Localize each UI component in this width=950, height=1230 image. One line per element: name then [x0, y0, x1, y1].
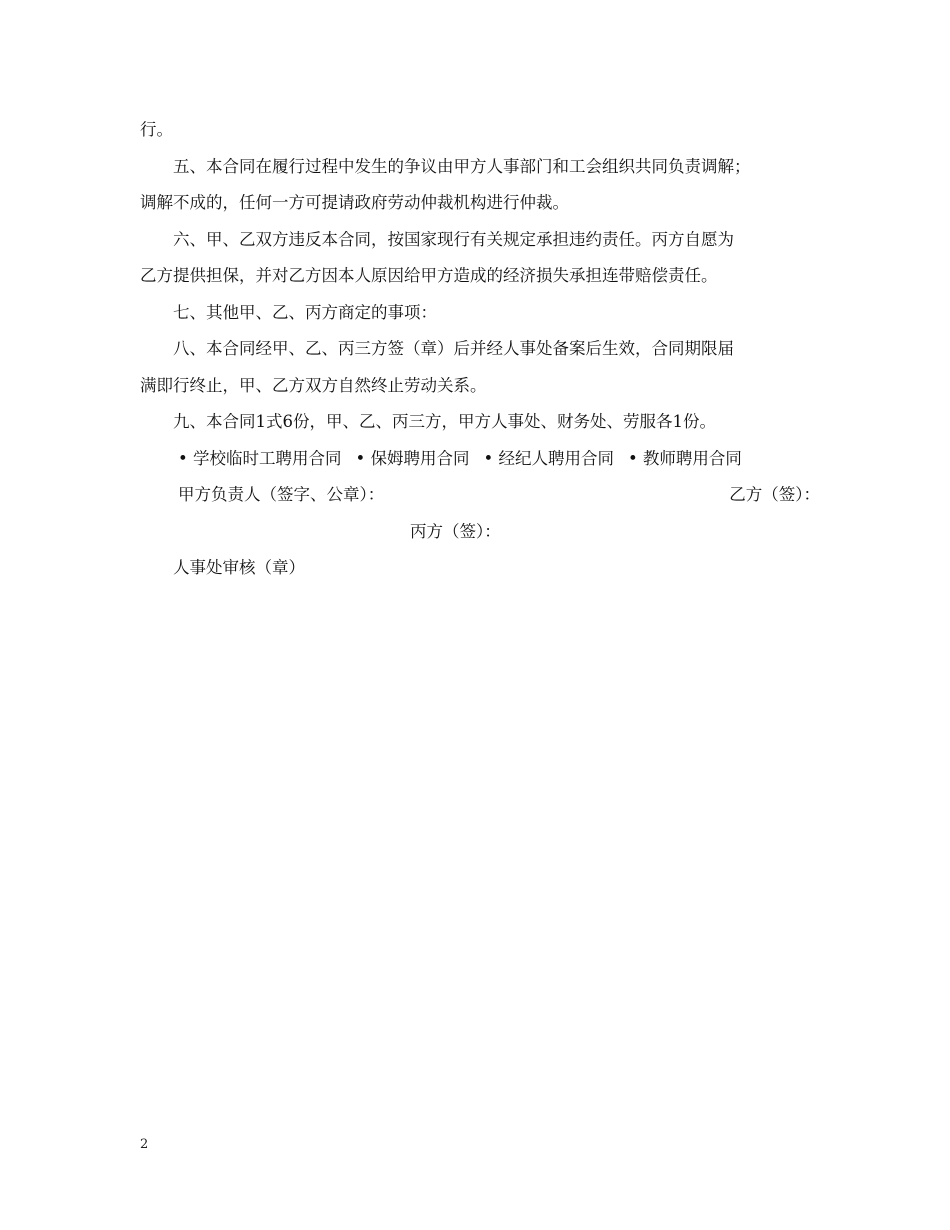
clause-8-line-1: 八、本合同经甲、乙、丙三方签（章）后并经人事处备案后生效，合同期限届: [173, 339, 734, 358]
party-b-signature-label: 乙方（签）：: [729, 485, 820, 504]
clause-5-line-1: 五、本合同在履行过程中发生的争议由甲方人事部门和工会组织共同负责调解；: [173, 156, 751, 176]
clause-6-line-2: 乙方提供担保，并对乙方因本人原因给甲方造成的经济损失承担连带赔偿责任。: [140, 266, 718, 285]
related-link-agent-contract[interactable]: • 经纪人聘用合同: [483, 448, 614, 468]
related-links: [140, 441, 820, 478]
clause-9: 九、本合同1式6份，甲、乙、丙三方，甲方人事处、财务处、劳服各1份。: [173, 412, 716, 431]
signature-row-ab: [140, 477, 820, 514]
clause-6-line-1: 六、甲、乙双方违反本合同，按国家现行有关规定承担违约责任。丙方自愿为: [173, 229, 734, 249]
document-body: [140, 112, 820, 587]
clause-7: 七、其他甲、乙、丙方商定的事项：: [173, 302, 437, 322]
clause-8-line-2: 满即行终止，甲、乙方双方自然终止劳动关系。: [140, 375, 487, 395]
related-link-nanny-contract[interactable]: • 保姆聘用合同: [355, 448, 470, 468]
party-c-signature-label: 丙方（签）：: [410, 521, 501, 541]
paragraph-continuation: 行。: [140, 120, 173, 139]
related-link-teacher-contract[interactable]: • 教师聘用合同: [627, 448, 742, 468]
hr-review-label: 人事处审核（章）: [173, 558, 305, 577]
clause-5-line-2: 调解不成的，任何一方可提请政府劳动仲裁机构进行仲裁。: [140, 193, 569, 212]
page-number: 2: [140, 1137, 149, 1152]
related-link-temp-worker-contract[interactable]: • 学校临时工聘用合同: [178, 448, 342, 468]
party-a-signature-label: 甲方负责人（签字、公章）：: [178, 485, 385, 504]
